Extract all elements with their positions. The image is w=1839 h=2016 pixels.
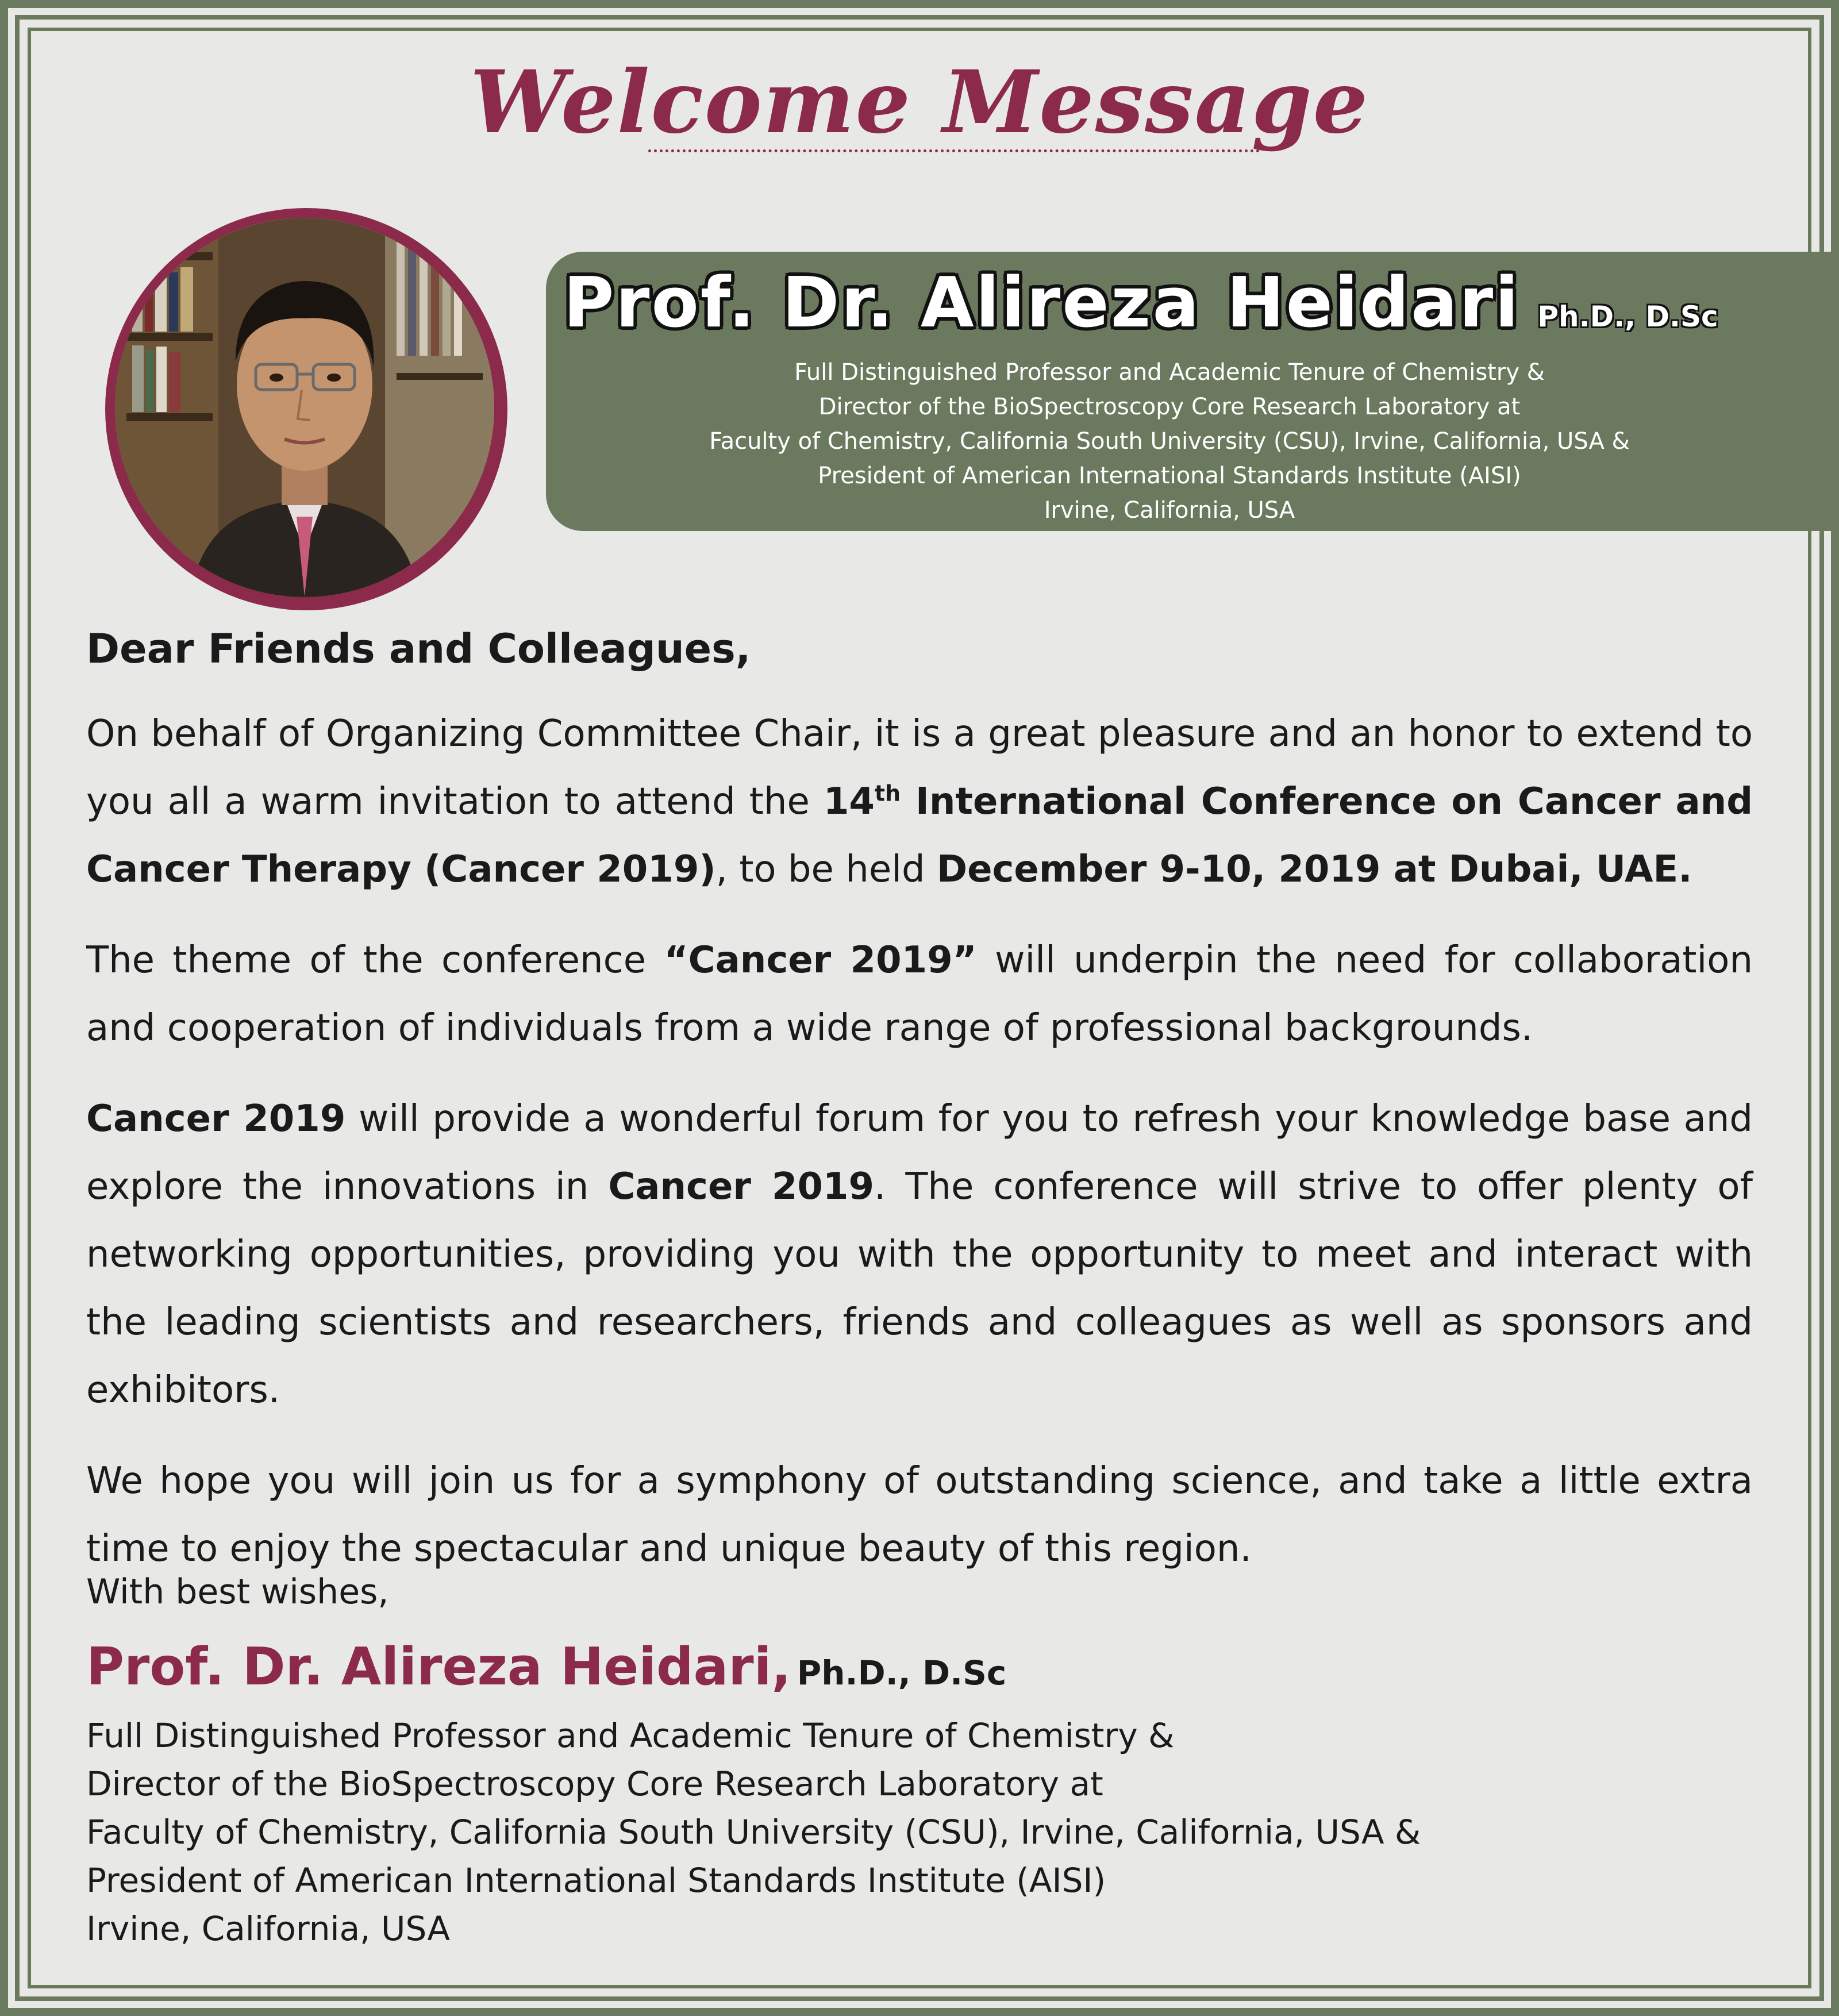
salutation: Dear Friends and Colleagues, bbox=[86, 625, 751, 672]
banner-affiliation bbox=[546, 355, 1793, 528]
signature-affiliation-line: President of American International Standards Institute (AISI) bbox=[86, 1861, 1106, 1900]
p1-text-a: On behalf of Organizing Committee Chair, it is a great pleasure and an honor to extend to you all a warm invitation to attend the bbox=[86, 713, 1753, 823]
closing-line: With best wishes, bbox=[86, 1572, 389, 1612]
banner-affiliation-line: President of American International Standards Institute (AISI) bbox=[818, 463, 1521, 489]
p3-text-b: . The conference will strive to offer plenty of networking opportunities, providing you with the opportunity to meet and interact with the leading scientists and researchers, friends and colleagues as well as sponsors and exhibitors. bbox=[86, 1165, 1753, 1411]
banner-affiliation-line: Director of the BioSpectroscopy Core Research Laboratory at bbox=[818, 394, 1521, 420]
p1-edition-suffix: th bbox=[874, 780, 901, 806]
p3-bold-1: Cancer 2019 bbox=[86, 1098, 346, 1140]
p1-edition: 14 bbox=[823, 780, 875, 823]
p3-text-a: will provide a wonderful forum for you to refresh your knowledge base and explore the innovations in bbox=[86, 1098, 1753, 1208]
paragraph-closing: We hope you will join us for a symphony of outstanding science, and take a little extra time to enjoy the spectacular and unique beauty of this region. bbox=[86, 1460, 1753, 1570]
signature-credentials: Ph.D., D.Sc bbox=[797, 1653, 1007, 1692]
signature-affiliation-line: Full Distinguished Professor and Academic Tenure of Chemistry & bbox=[86, 1716, 1175, 1755]
paragraph-theme bbox=[86, 926, 1753, 1062]
banner-affiliation-line: Irvine, California, USA bbox=[1044, 497, 1295, 524]
signature-affiliation-line: Faculty of Chemistry, California South University (CSU), Irvine, California, USA & bbox=[86, 1813, 1421, 1852]
banner-speaker-name: Prof. Dr. Alireza Heidari bbox=[563, 263, 1521, 343]
speaker-portrait bbox=[115, 218, 494, 597]
banner-speaker-credentials: Ph.D., D.Sc bbox=[1537, 300, 1718, 333]
signature-affiliation-line: Director of the BioSpectroscopy Core Research Laboratory at bbox=[86, 1764, 1103, 1803]
p2-theme-quote: “Cancer 2019” bbox=[664, 939, 977, 982]
p2-text-b: will underpin the need for collaboration and cooperation of individuals from a wide range of professional backgrounds. bbox=[86, 939, 1753, 1049]
banner-affiliation-line: Full Distinguished Professor and Academic Tenure of Chemistry & bbox=[794, 359, 1545, 386]
signature-affiliation bbox=[86, 1711, 1421, 1953]
title-underline bbox=[648, 149, 1260, 152]
signature-affiliation-line: Irvine, California, USA bbox=[86, 1909, 451, 1948]
paragraph-invitation bbox=[86, 700, 1753, 903]
p1-conference-name: International Conference on Cancer and Cancer Therapy (Cancer 2019) bbox=[86, 780, 1753, 891]
p2-text-a: The theme of the conference bbox=[86, 939, 664, 982]
signature-name-row bbox=[86, 1637, 1006, 1697]
banner-speaker-name-row bbox=[546, 263, 1736, 343]
p3-bold-2: Cancer 2019 bbox=[608, 1165, 874, 1208]
speaker-banner bbox=[546, 252, 1839, 531]
paragraph-forum bbox=[86, 1085, 1753, 1424]
letter-body bbox=[86, 615, 1753, 1606]
page-title: Welcome Message bbox=[470, 52, 1369, 153]
signature-name: Prof. Dr. Alireza Heidari, bbox=[86, 1637, 791, 1697]
p1-text-b: , to be held bbox=[715, 848, 937, 891]
banner-affiliation-line: Faculty of Chemistry, California South University (CSU), Irvine, California, USA & bbox=[709, 428, 1630, 455]
p1-date-venue: December 9-10, 2019 at Dubai, UAE. bbox=[936, 848, 1692, 891]
